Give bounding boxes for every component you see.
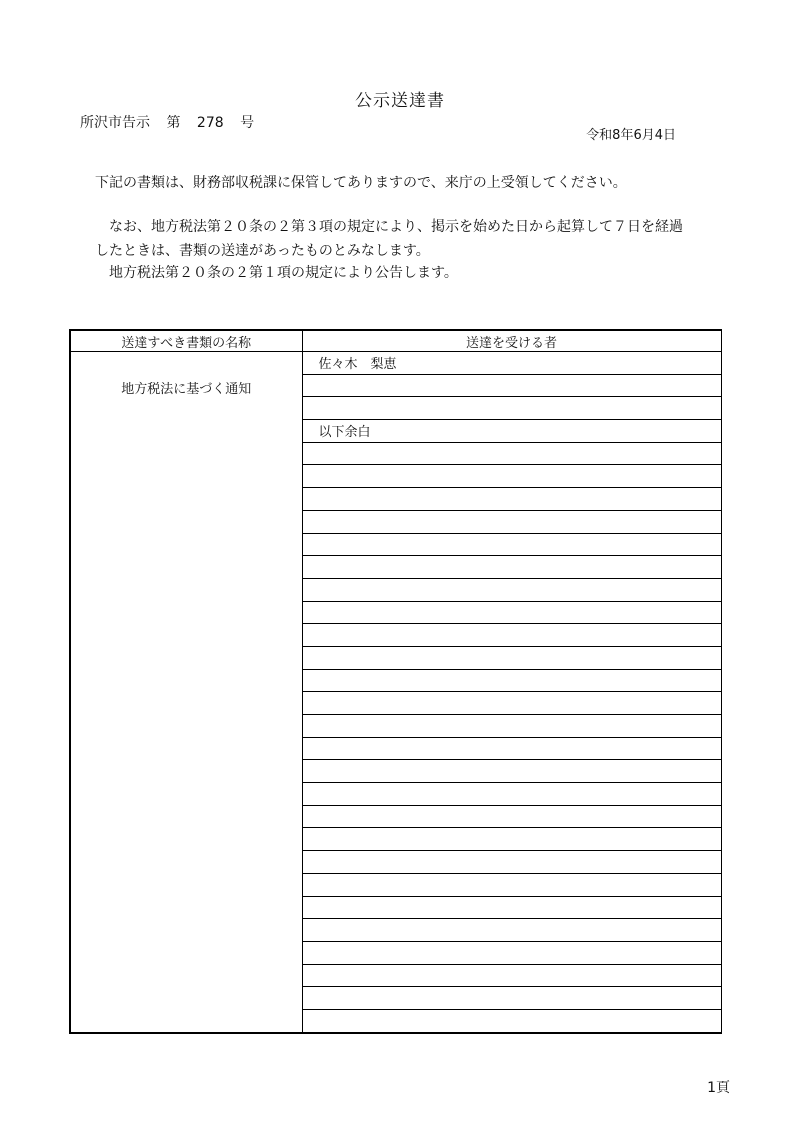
recipient-cell bbox=[302, 783, 721, 806]
recipient-cell bbox=[302, 1009, 721, 1032]
recipient-cell bbox=[302, 919, 721, 942]
recipient-cell bbox=[302, 737, 721, 760]
recipient-cell bbox=[302, 873, 721, 896]
service-table bbox=[69, 329, 722, 1034]
recipient-cell bbox=[302, 397, 721, 420]
column-header-document: 送達すべき書類の名称 bbox=[70, 330, 302, 352]
recipient-cell bbox=[302, 805, 721, 828]
recipient-cell bbox=[302, 669, 721, 692]
recipient-cell bbox=[302, 465, 721, 488]
document-title: 公示送達書 bbox=[355, 91, 445, 111]
recipient-cell bbox=[302, 578, 721, 601]
notice-date: 令和8年6月4日 bbox=[586, 128, 676, 143]
paragraph-storage: 下記の書類は、財務部収税課に保管してありますので、来庁の上受領してください。 bbox=[95, 175, 627, 191]
paragraph-deemed-line2: したときは、書類の送達があったものとみなします。 bbox=[95, 243, 430, 259]
table-row bbox=[70, 352, 721, 375]
notice-go: 号 bbox=[240, 115, 255, 131]
recipient-cell bbox=[302, 646, 721, 669]
recipient-cell bbox=[302, 896, 721, 919]
recipient-cell bbox=[302, 964, 721, 987]
recipient-cell bbox=[302, 987, 721, 1010]
recipient-cell bbox=[302, 556, 721, 579]
recipient-cell bbox=[302, 374, 721, 397]
recipient-cell bbox=[302, 510, 721, 533]
notice-number-value: 278 bbox=[196, 115, 224, 131]
table-header-row bbox=[70, 330, 721, 352]
recipient-cell bbox=[302, 624, 721, 647]
paragraph-public-notice: 地方税法第２０条の２第１項の規定により公告します。 bbox=[109, 265, 458, 281]
recipient-cell bbox=[302, 715, 721, 738]
recipient-cell bbox=[302, 941, 721, 964]
recipient-cell bbox=[302, 442, 721, 465]
notice-number bbox=[80, 112, 254, 132]
column-header-recipient: 送達を受ける者 bbox=[302, 330, 721, 352]
recipient-cell bbox=[302, 760, 721, 783]
document-name-cell: 地方税法に基づく通知 bbox=[70, 352, 302, 1033]
recipient-cell bbox=[302, 828, 721, 851]
notice-dai: 第 bbox=[166, 115, 181, 131]
recipient-cell: 以下余白 bbox=[302, 420, 721, 443]
recipient-cell bbox=[302, 851, 721, 874]
recipient-cell bbox=[302, 601, 721, 624]
notice-label: 所沢市告示 bbox=[80, 115, 150, 131]
recipient-cell: 佐々木 梨恵 bbox=[302, 352, 721, 375]
page-number: 1頁 bbox=[707, 1080, 730, 1096]
recipient-cell bbox=[302, 488, 721, 511]
recipient-cell bbox=[302, 692, 721, 715]
paragraph-deemed-line1: なお、地方税法第２０条の２第３項の規定により、掲示を始めた日から起算して７日を経過 bbox=[109, 219, 683, 235]
recipient-cell bbox=[302, 533, 721, 556]
